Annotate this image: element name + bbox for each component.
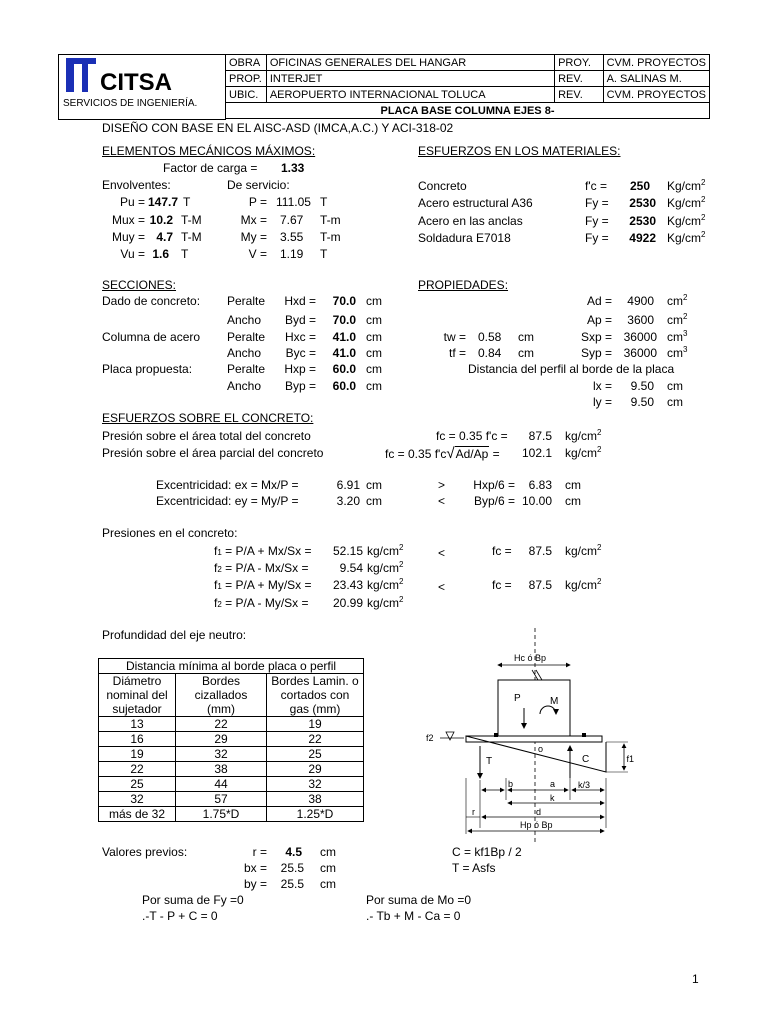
pressure-formula: f1 = P/A + My/Sx = bbox=[214, 578, 312, 592]
section-unit: cm bbox=[366, 346, 382, 360]
header-table bbox=[225, 54, 710, 119]
ecc-limit-value: 10.00 bbox=[521, 494, 552, 508]
prop-label: Sxp = bbox=[580, 330, 612, 344]
ecc-unit: cm bbox=[366, 478, 382, 492]
sqrt-icon: √ bbox=[446, 445, 455, 462]
material-value: 2530 bbox=[629, 196, 656, 210]
mech-value: 147.7 bbox=[147, 195, 178, 209]
material-name: Acero estructural A36 bbox=[418, 196, 533, 210]
header-value: INTERJET bbox=[266, 71, 554, 87]
table-row bbox=[99, 762, 364, 777]
tension-label: T bbox=[486, 756, 493, 767]
equals-sign: = bbox=[492, 447, 500, 461]
pressure-partial-unit: $kg/cm^2$ bbox=[565, 445, 602, 460]
pressure-limit-value: 87.5 bbox=[528, 578, 552, 592]
column-header: sujetador bbox=[99, 702, 176, 717]
table-header-row bbox=[99, 674, 364, 689]
table-cell: 44 bbox=[176, 777, 267, 792]
header-row bbox=[226, 55, 710, 71]
envolventes-label: Envolventes: bbox=[102, 178, 171, 192]
compression-label: C bbox=[582, 754, 590, 765]
prev-title: Valores previos: bbox=[102, 845, 188, 859]
factor-label: Factor de carga = bbox=[163, 161, 258, 175]
material-name: Acero en las anclas bbox=[418, 214, 523, 228]
serv-label: V = bbox=[248, 247, 267, 261]
column-header: (mm) bbox=[176, 702, 267, 717]
section-value: 60.0 bbox=[332, 362, 356, 376]
materials-title: ESFUERZOS EN LOS MATERIALES: bbox=[418, 144, 621, 158]
material-value: 2530 bbox=[629, 214, 656, 228]
page-number: 1 bbox=[692, 972, 699, 986]
material-label: Fy = bbox=[585, 231, 609, 245]
pressure-unit: $kg/cm^2$ bbox=[367, 595, 404, 610]
mech-unit: T-M bbox=[181, 230, 202, 244]
pressure-value: 52.15 bbox=[332, 544, 363, 558]
section-name: Columna de acero bbox=[102, 330, 201, 344]
section-unit: cm bbox=[366, 379, 382, 393]
material-label: Fy = bbox=[585, 196, 609, 210]
section-value: 41.0 bbox=[332, 346, 356, 360]
material-unit: $Kg/cm^2$ bbox=[667, 230, 706, 245]
prop-value: 3600 bbox=[627, 313, 654, 327]
serv-unit: T bbox=[320, 195, 328, 209]
table-header-row bbox=[99, 688, 364, 702]
ecc-compare: > bbox=[438, 478, 446, 492]
prop-label: tf = bbox=[448, 346, 466, 360]
anchor-mark bbox=[582, 733, 586, 737]
table-cell: 22 bbox=[176, 717, 267, 732]
prop-label: ly = bbox=[592, 395, 612, 409]
table-cell: 57 bbox=[176, 792, 267, 807]
column-header: gas (mm) bbox=[267, 702, 364, 717]
prop-distance-note: Distancia del perfil al borde de la placa bbox=[468, 362, 675, 376]
a-label: a bbox=[550, 779, 556, 789]
serv-unit: T-m bbox=[320, 213, 341, 227]
prev-label: by = bbox=[243, 877, 267, 891]
table-cell: 19 bbox=[99, 747, 176, 762]
ecc-label: Excentricidad: ey = My/P = bbox=[156, 494, 299, 508]
column-header: cortados con bbox=[267, 688, 364, 702]
section-label: Hxc = bbox=[284, 330, 316, 344]
unit-text: Kg/cm bbox=[667, 214, 702, 228]
prev-unit: cm bbox=[320, 861, 336, 875]
pressure-formula: f1 = P/A + Mx/Sx = bbox=[214, 544, 312, 558]
prop-unit: $cm^2$ bbox=[667, 293, 688, 308]
prev-value: 25.5 bbox=[280, 877, 304, 891]
table-cell: 38 bbox=[267, 792, 364, 807]
logo-text: CITSA bbox=[100, 69, 172, 96]
pressure-total-label: Presión sobre el área total del concreto bbox=[102, 429, 311, 443]
prop-unit: cm bbox=[518, 330, 534, 344]
section-dim: Peralte bbox=[227, 294, 266, 308]
ecc-limit-unit: cm bbox=[565, 478, 581, 492]
pressure-limit-unit: $kg/cm^2$ bbox=[565, 543, 602, 558]
ecc-limit-label: Hxp/6 = bbox=[473, 478, 515, 492]
pressure-partial-value: 102.1 bbox=[521, 446, 552, 460]
ecc-unit: cm bbox=[366, 494, 382, 508]
unit-text: kg/cm bbox=[367, 578, 400, 592]
prop-value: 9.50 bbox=[630, 379, 654, 393]
unit-text: kg/cm bbox=[367, 544, 400, 558]
prop-value: 36000 bbox=[623, 346, 657, 360]
mech-label: Pu = bbox=[119, 195, 145, 209]
logo-subtitle: SERVICIOS DE INGENIERÍA. bbox=[63, 98, 198, 109]
prev-value: 25.5 bbox=[280, 861, 304, 875]
unit-text: kg/cm bbox=[565, 578, 598, 592]
material-unit: $Kg/cm^2$ bbox=[667, 178, 706, 193]
f2-label: f2 bbox=[426, 733, 434, 743]
mech-unit: T bbox=[183, 195, 191, 209]
prev-value: 4.5 bbox=[285, 845, 302, 859]
serv-value: 111.05 bbox=[276, 195, 311, 209]
material-unit: $Kg/cm^2$ bbox=[667, 213, 706, 228]
citsa-logo-icon bbox=[64, 58, 98, 94]
section-value: 41.0 bbox=[332, 330, 356, 344]
serv-unit: T-m bbox=[320, 230, 341, 244]
pressure-limit-label: fc = bbox=[492, 544, 512, 558]
table-title-row bbox=[99, 659, 364, 674]
table-row bbox=[99, 717, 364, 732]
sum-mo-title: Por suma de Mo =0 bbox=[366, 893, 472, 907]
formula-text: = P/A - My/Sx = bbox=[225, 596, 309, 610]
table-row bbox=[99, 777, 364, 792]
header-key: REV. bbox=[555, 71, 603, 87]
unit-text: kg/cm bbox=[565, 544, 598, 558]
section-dim: Ancho bbox=[227, 379, 262, 393]
prev-label: bx = bbox=[243, 861, 267, 875]
ecc-limit-unit: cm bbox=[565, 494, 581, 508]
unit-text: kg/cm bbox=[367, 596, 400, 610]
unit-text: cm bbox=[667, 313, 683, 327]
prop-value: 9.50 bbox=[630, 395, 654, 409]
mech-unit: T-M bbox=[181, 213, 202, 227]
anchor-mark bbox=[494, 733, 498, 737]
header-value: CVM. PROYECTOS bbox=[603, 55, 709, 71]
section-label: Hxp = bbox=[284, 362, 316, 376]
mech-value: 1.6 bbox=[152, 247, 169, 261]
formula-text: fc = 0.35 f'c bbox=[385, 447, 447, 461]
c-equation: C = kf1Bp / 2 bbox=[452, 845, 522, 859]
pressure-formula: f2 = P/A - Mx/Sx = bbox=[214, 561, 309, 575]
section-name: Placa propuesta: bbox=[102, 362, 193, 376]
table-title: Distancia mínima al borde placa o perfil bbox=[99, 659, 364, 674]
unit-text: cm bbox=[667, 346, 683, 360]
table-cell: 29 bbox=[176, 732, 267, 747]
prop-unit: cm bbox=[667, 379, 683, 393]
k-label: k bbox=[550, 793, 555, 803]
section-value: 70.0 bbox=[332, 313, 356, 327]
prev-unit: cm bbox=[320, 845, 336, 859]
header-key: UBIC. bbox=[226, 87, 267, 103]
pressure-unit: $kg/cm^2$ bbox=[367, 560, 404, 575]
ecc-limit-value: 6.83 bbox=[528, 478, 552, 492]
pressure-total-unit: $kg/cm^2$ bbox=[565, 428, 602, 443]
mech-unit: T bbox=[181, 247, 189, 261]
pressure-formula: f2 = P/A - My/Sx = bbox=[214, 596, 309, 610]
material-label: f'c = bbox=[585, 179, 607, 193]
header-key: PROP. bbox=[226, 71, 267, 87]
table-cell: 32 bbox=[99, 792, 176, 807]
formula-text: = P/A - Mx/Sx = bbox=[225, 561, 309, 575]
table-cell: 13 bbox=[99, 717, 176, 732]
unit-text: Kg/cm bbox=[667, 231, 702, 245]
prop-label: Ap = bbox=[586, 313, 612, 327]
material-unit: $Kg/cm^2$ bbox=[667, 195, 706, 210]
sheet-title: PLACA BASE COLUMNA EJES 8- bbox=[226, 103, 710, 119]
header-row bbox=[226, 87, 710, 103]
unit-text: kg/cm bbox=[565, 429, 598, 443]
prop-label: lx = bbox=[592, 379, 612, 393]
pressure-partial-label: Presión sobre el área parcial del concreto bbox=[102, 446, 324, 460]
section-dim: Ancho bbox=[227, 313, 262, 327]
axial-load-label: P bbox=[514, 693, 521, 704]
table-cell: 22 bbox=[99, 762, 176, 777]
serv-unit: T bbox=[320, 247, 328, 261]
material-name: Concreto bbox=[418, 179, 467, 193]
serv-value: 3.55 bbox=[280, 230, 304, 244]
material-name: Soldadura E7018 bbox=[418, 231, 511, 245]
header-title-row bbox=[226, 103, 710, 119]
table-cell: 25 bbox=[99, 777, 176, 792]
section-dim: Peralte bbox=[227, 362, 266, 376]
sqrt-arg: Ad/Ap bbox=[455, 447, 489, 461]
serv-value: 7.67 bbox=[280, 213, 304, 227]
servicio-label: De servicio: bbox=[227, 178, 290, 192]
table-cell: 32 bbox=[176, 747, 267, 762]
pressures-title: Presiones en el concreto: bbox=[102, 526, 238, 540]
material-label: Fy = bbox=[585, 214, 609, 228]
t-equation: T = Asfs bbox=[452, 861, 496, 875]
r-label: r bbox=[472, 807, 475, 817]
f1-label: f1 bbox=[626, 754, 634, 764]
header-row bbox=[226, 71, 710, 87]
mech-value: 10.2 bbox=[149, 213, 173, 227]
section-value: 60.0 bbox=[332, 379, 356, 393]
table-row bbox=[99, 807, 364, 822]
header-value: CVM. PROYECTOS bbox=[603, 87, 709, 103]
pressure-total-value: 87.5 bbox=[528, 429, 552, 443]
section-value: 70.0 bbox=[332, 294, 356, 308]
table-cell: 29 bbox=[267, 762, 364, 777]
unit-text: kg/cm bbox=[367, 561, 400, 575]
table-cell: 16 bbox=[99, 732, 176, 747]
unit-text: kg/cm bbox=[565, 446, 598, 460]
section-unit: cm bbox=[366, 294, 382, 308]
sum-fy-title: Por suma de Fy =0 bbox=[142, 893, 244, 907]
table-cell: 32 bbox=[267, 777, 364, 792]
pressure-limit-unit: $kg/cm^2$ bbox=[565, 577, 602, 592]
factor-value: 1.33 bbox=[281, 161, 305, 175]
table-cell: 19 bbox=[267, 717, 364, 732]
k3-label: k/3 bbox=[578, 780, 591, 790]
pressure-limit-value: 87.5 bbox=[528, 544, 552, 558]
section-unit: cm bbox=[366, 313, 382, 327]
serv-label: Mx = bbox=[240, 213, 267, 227]
mech-label: Mux = bbox=[111, 213, 145, 227]
prev-unit: cm bbox=[320, 877, 336, 891]
header-key: PROY. bbox=[555, 55, 603, 71]
column-header: Bordes Lamin. o bbox=[267, 674, 364, 689]
pressure-value: 9.54 bbox=[339, 561, 363, 575]
table-cell: 38 bbox=[176, 762, 267, 777]
header-key: REV. bbox=[555, 87, 603, 103]
ecc-value: 3.20 bbox=[336, 494, 360, 508]
section-unit: cm bbox=[366, 330, 382, 344]
f2-marker-icon bbox=[446, 732, 454, 740]
prop-label: tw = bbox=[443, 330, 466, 344]
pressure-limit-label: fc = bbox=[492, 578, 512, 592]
table-row bbox=[99, 732, 364, 747]
prop-unit: $cm^2$ bbox=[667, 312, 688, 327]
plate-width-label: Hp ó Bp bbox=[520, 820, 553, 830]
pressure-compare: < bbox=[438, 580, 446, 594]
unit-text: Kg/cm bbox=[667, 196, 702, 210]
base-plate-diagram bbox=[410, 628, 634, 843]
pressure-value: 20.99 bbox=[332, 596, 363, 610]
formula-text: = P/A + Mx/Sx = bbox=[225, 544, 312, 558]
table-row bbox=[99, 747, 364, 762]
prop-label: Syp = bbox=[580, 346, 612, 360]
d-label: d bbox=[536, 807, 542, 817]
ecc-limit-label: Byp/6 = bbox=[473, 494, 515, 508]
serv-label: My = bbox=[240, 230, 267, 244]
ecc-value: 6.91 bbox=[336, 478, 360, 492]
section-name: Dado de concreto: bbox=[102, 294, 201, 308]
material-value: 4922 bbox=[629, 231, 656, 245]
edge-distance-table bbox=[98, 658, 364, 822]
prev-label: r = bbox=[252, 845, 267, 859]
sections-title: SECCIONES: bbox=[102, 278, 177, 292]
prop-unit: cm bbox=[667, 395, 683, 409]
column-header: cizallados bbox=[176, 688, 267, 702]
section-label: Hxd = bbox=[284, 294, 316, 308]
section-unit: cm bbox=[366, 362, 382, 376]
b-label: b bbox=[508, 779, 514, 789]
column-header: Bordes bbox=[176, 674, 267, 689]
column-header: Diámetro bbox=[99, 674, 176, 689]
prop-unit: $cm^3$ bbox=[667, 345, 688, 360]
section-dim: Peralte bbox=[227, 330, 266, 344]
mech-value: 4.7 bbox=[156, 230, 173, 244]
prop-unit: cm bbox=[518, 346, 534, 360]
column-header: nominal del bbox=[99, 688, 176, 702]
table-cell: 1.75*D bbox=[176, 807, 267, 822]
prop-value: 0.58 bbox=[478, 330, 502, 344]
pressure-compare: < bbox=[438, 546, 446, 560]
header-value: OFICINAS GENERALES DEL HANGAR bbox=[266, 55, 554, 71]
origin-label: o bbox=[538, 744, 544, 754]
sum-fy-equation: .-T - P + C = 0 bbox=[142, 909, 218, 923]
header-value: A. SALINAS M. bbox=[603, 71, 709, 87]
column-section bbox=[498, 680, 570, 736]
table-cell: 25 bbox=[267, 747, 364, 762]
prop-unit: $cm^3$ bbox=[667, 329, 688, 344]
mech-title: ELEMENTOS MECÁNICOS MÁXIMOS: bbox=[102, 144, 316, 158]
serv-label: P = bbox=[248, 195, 267, 209]
prop-value: 36000 bbox=[623, 330, 657, 344]
pressure-total-formula: fc = 0.35 f'c = bbox=[436, 429, 508, 443]
formula-text: = P/A + My/Sx = bbox=[225, 578, 312, 592]
unit-text: cm bbox=[667, 294, 683, 308]
ecc-label: Excentricidad: ex = Mx/P = bbox=[156, 478, 299, 492]
pressure-unit: $kg/cm^2$ bbox=[367, 543, 404, 558]
concrete-title: ESFUERZOS SOBRE EL CONCRETO: bbox=[102, 411, 314, 425]
prop-label: Ad = bbox=[586, 294, 612, 308]
prop-value: 4900 bbox=[627, 294, 654, 308]
sum-mo-equation: .- Tb + M - Ca = 0 bbox=[366, 909, 461, 923]
mech-label: Vu = bbox=[120, 247, 145, 261]
ecc-compare: < bbox=[438, 494, 446, 508]
props-title: PROPIEDADES: bbox=[418, 278, 509, 292]
material-value: 250 bbox=[629, 179, 650, 193]
table-cell: más de 32 bbox=[99, 807, 176, 822]
section-label: Byc = bbox=[285, 346, 316, 360]
unit-text: Kg/cm bbox=[667, 179, 702, 193]
serv-value: 1.19 bbox=[280, 247, 304, 261]
header-value: AEROPUERTO INTERNACIONAL TOLUCA bbox=[266, 87, 554, 103]
section-label: Byp = bbox=[284, 379, 316, 393]
table-cell: 1.25*D bbox=[267, 807, 364, 822]
header-key: OBRA bbox=[226, 55, 267, 71]
neutral-axis-label: Profundidad del eje neutro: bbox=[102, 628, 247, 642]
moment-label: M bbox=[550, 696, 559, 707]
pressure-value: 23.43 bbox=[332, 578, 363, 592]
pressure-partial-formula bbox=[385, 447, 500, 461]
prop-value: 0.84 bbox=[478, 346, 502, 360]
design-basis: DISEÑO CON BASE EN EL AISC-ASD (IMCA,A.C.) Y ACI-318-02 bbox=[102, 121, 454, 135]
table-header-row bbox=[99, 702, 364, 717]
unit-text: cm bbox=[667, 330, 683, 344]
table-cell: 22 bbox=[267, 732, 364, 747]
pressure-unit: $kg/cm^2$ bbox=[367, 577, 404, 592]
section-dim: Ancho bbox=[227, 346, 262, 360]
section-label: Byd = bbox=[284, 313, 316, 327]
mech-label: Muy = bbox=[111, 230, 145, 244]
column-width-label: Hc ó Bp bbox=[514, 653, 547, 663]
table-row bbox=[99, 792, 364, 807]
